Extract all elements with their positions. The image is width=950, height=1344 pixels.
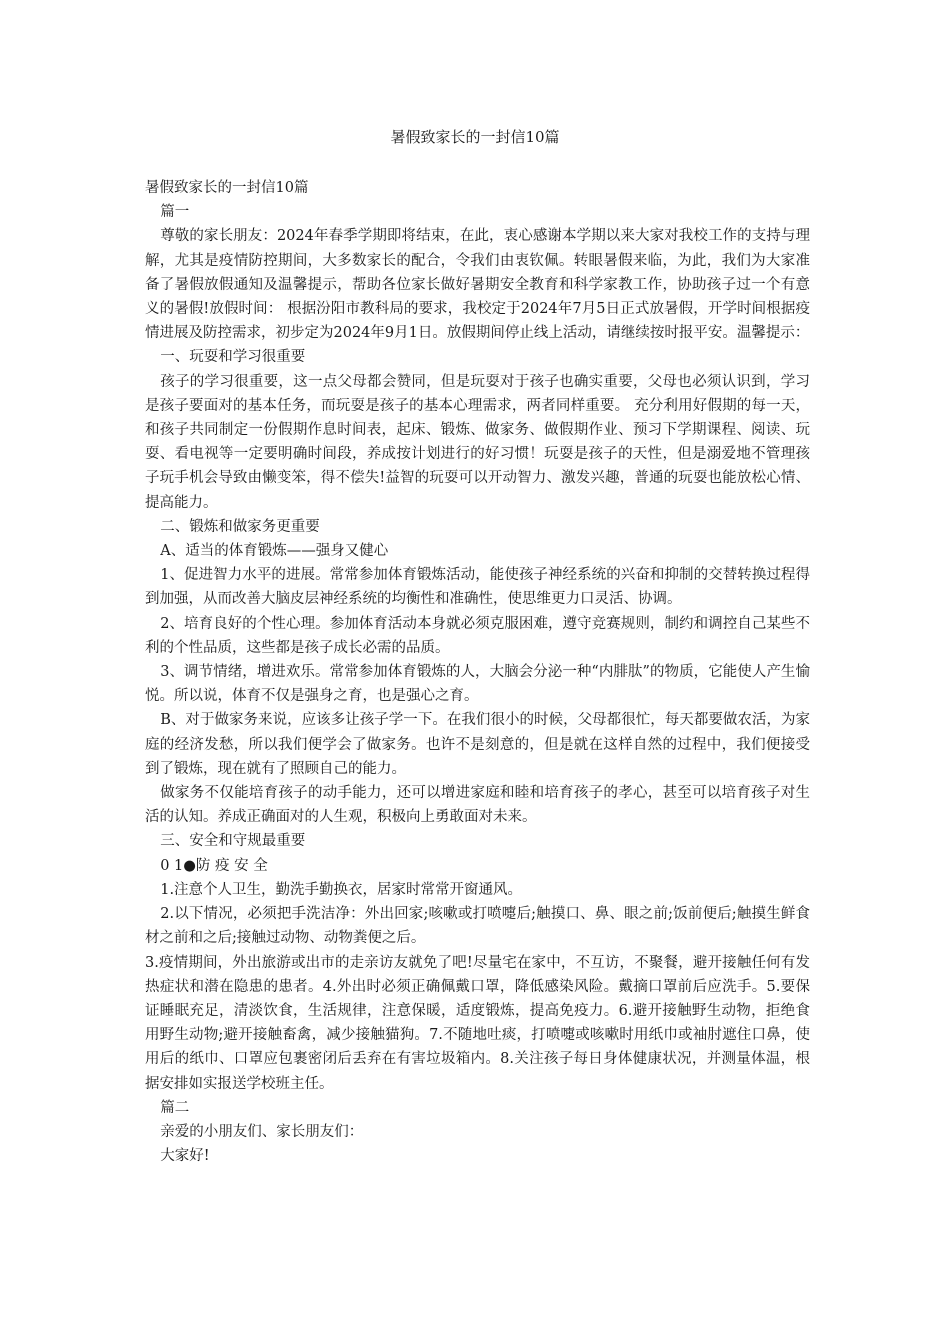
paragraph: 三、安全和守规最重要: [160, 833, 306, 850]
paragraph: A、适当的体育锻炼——强身又健心: [160, 543, 389, 560]
paragraph: 孩子的学习很重要，这一点父母都会赞同，但是玩耍对于孩子也确实重要，父母也必须认识到，学习是孩子要面对的基本任务，而玩耍是孩子的基本心理需求，两者同样重要。 充分利用好假期的每一天，和孩子共同制定一份假期作息时间表，起床、锻炼、做家务、做假期作业、预习下学期课程、阅读、玩耍、看电视等一定要明确时间段，养成按计划进行的好习惯！玩耍是孩子的天性，但是溺爱地不管理孩子玩手机会导致由懒变笨，得不偿失!益智的玩耍可以开动智力、激发兴趣，普通的玩耍也能放松心情、提高能力。: [145, 373, 810, 511]
paragraph: B、对于做家务来说，应该多让孩子学一下。在我们很小的时候，父母都很忙，每天都要做农活，为家庭的经济发愁，所以我们便学会了做家务。也许不是刻意的，但是就在这样自然的过程中，我们便接受到了锻炼，现在就有了照顾自己的能力。: [145, 712, 810, 777]
paragraph: 大家好!: [160, 1148, 210, 1165]
paragraph: 篇一: [160, 204, 190, 221]
paragraph: 一、玩耍和学习很重要: [160, 349, 306, 366]
paragraph: 篇二: [160, 1099, 190, 1116]
paragraph: 做家务不仅能培育孩子的动手能力，还可以增进家庭和睦和培育孩子的孝心，甚至可以培育孩子对生活的认知。养成正确面对的人生观，积极向上勇敢面对未来。: [145, 785, 810, 826]
paragraph: 0 1●防 疫 安 全: [160, 857, 268, 874]
paragraph: 2、培育良好的个性心理。参加体育活动本身就必须克服困难，遵守竞赛规则，制约和调控自己某些不利的个性品质，这些都是孩子成长必需的品质。: [145, 615, 810, 656]
paragraph: 二、锻炼和做家务更重要: [160, 518, 320, 535]
document-title: 暑假致家长的一封信10篇: [390, 128, 560, 146]
paragraph: 暑假致家长的一封信10篇: [145, 180, 309, 196]
document-body: [145, 176, 810, 1168]
paragraph: 1、促进智力水平的进展。常常参加体育锻炼活动，能使孩子神经系统的兴奋和抑制的交替转换过程得到加强，从而改善大脑皮层神经系统的均衡性和准确性，使思维更力口灵活、协调。: [145, 567, 810, 608]
paragraph: 3、调节情绪，增进欢乐。常常参加体育锻炼的人，大脑会分泌一种“内腓肽”的物质，它能使人产生愉悦。所以说，体育不仅是强身之育，也是强心之育。: [145, 664, 810, 705]
paragraph: 2.以下情况，必须把手洗洁净：外出回家;咳嗽或打喷嚏后;触摸口、鼻、眼之前;饭前便后;触摸生鲜食材之前和之后;接触过动物、动物粪便之后。: [145, 906, 810, 947]
paragraph: 1.注意个人卫生，勤洗手勤换衣，居家时常常开窗通风。: [160, 881, 523, 898]
paragraph: 3.疫情期间，外出旅游或出市的走亲访友就免了吧!尽量宅在家中，不互访，不聚餐，避开接触任何有发热症状和潜在隐患的患者。4.外出时必须正确佩戴口罩，降低感染风险。戴摘口罩前后应洗手。5.要保证睡眠充足，清淡饮食，生活规律，注意保暖，适度锻炼，提高免疫力。6.避开接触野生动物，拒绝食用野生动物;避开接触畜禽，减少接触猫狗。7.不随地吐痰，打喷嚏或咳嗽时用纸巾或袖肘遮住口鼻，使用后的纸巾、口罩应包裹密闭后丢弃在有害垃圾箱内。8.关注孩子每日身体健康状况，并测量体温，根据安排如实报送学校班主任。: [145, 954, 810, 1092]
paragraph: 亲爱的小朋友们、家长朋友们：: [160, 1123, 364, 1140]
paragraph: 尊敬的家长朋友：2024年春季学期即将结束，在此，衷心感谢本学期以来大家对我校工作的支持与理解，尤其是疫情防控期间，大多数家长的配合，令我们由衷钦佩。转眼暑假来临，为此，我们为大家准备了暑假放假通知及温馨提示，帮助各位家长做好暑期安全教育和科学家教工作，协助孩子过一个有意义的暑假!放假时间： 根据汾阳市教科局的要求，我校定于2024年7月5日正式放暑假，开学时间根据疫情进展及防控需求，初步定为2024年9月1日。放假期间停止线上活动，请继续按时报平安。温馨提示：: [145, 228, 810, 342]
